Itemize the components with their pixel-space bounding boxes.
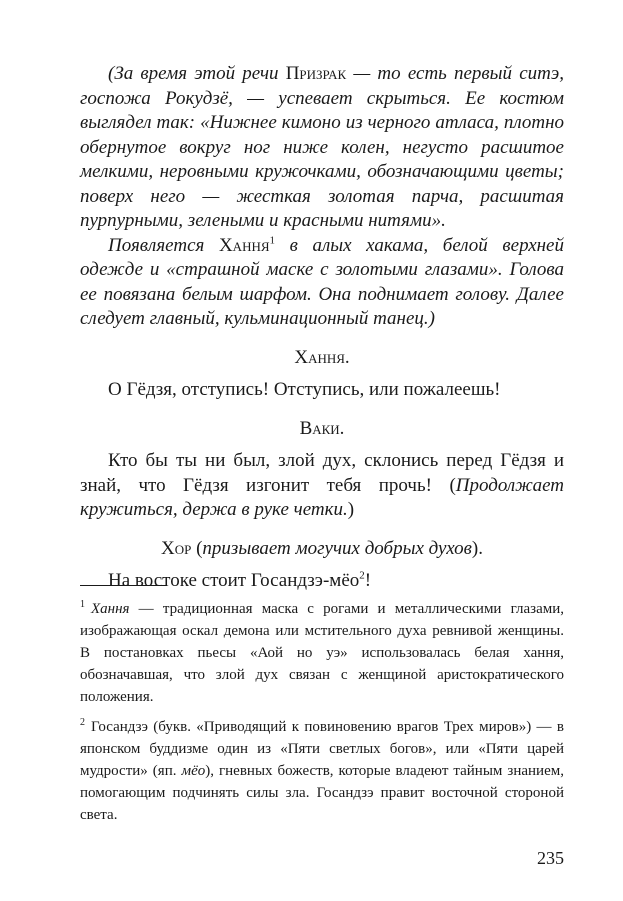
- stage-direction-2-start: Появляется: [108, 234, 219, 256]
- footnote-ref-2: 2: [359, 569, 365, 582]
- stage-direction-waki: Продолжает кружиться, держа в руке четки.: [80, 474, 564, 520]
- footnote-2: [80, 716, 564, 826]
- stage-direction-1-start: (За время этой речи: [108, 63, 286, 84]
- footnote-separator: [80, 585, 166, 586]
- stage-direction-2: [80, 234, 564, 332]
- footnote-text-end: ), гневных божеств, которые владеют тайным знанием, помогающим подчинять силы зла. Госандзэ правит восточной стороной света.: [80, 763, 564, 823]
- page-number: 235: [537, 848, 564, 868]
- speech-hannya: О Гёдзя, отступись! Отступись, или пожалеешь!: [108, 379, 501, 400]
- paren-open: (: [449, 474, 456, 496]
- footnote-text: — традиционная маска с рогами и металлическими глазами, изображающая оскал демона или мстительного духа ревнивой женщины. В постановках пьесы «Аой но уэ» использовалась белая хання, обозначавшая, что злой дух связан с женщиной аристократического положения.: [80, 601, 564, 705]
- main-text: [80, 62, 564, 594]
- footnote-number: 1: [80, 599, 85, 610]
- footnote-term: Хання: [91, 601, 130, 617]
- footnotes: [80, 598, 564, 834]
- character-name-hannya: Хання: [218, 234, 270, 256]
- stage-direction-1: [80, 62, 564, 234]
- speech-chorus-end: !: [364, 570, 372, 591]
- stage-direction-2-rest: в алых хакама, белой верхней одежде и «страшной маске с золотыми глазами». Голова ее повязана белым шарфом. Она поднимает голову. Далее следует главный, кульминационный танец.): [80, 234, 564, 329]
- speaker-chorus-name: Хор: [161, 537, 192, 559]
- footnote-1: [80, 598, 564, 708]
- speech-chorus-text: На востоке стоит Госандзэ-мёо: [108, 570, 360, 591]
- footnote-number: 2: [80, 717, 85, 728]
- paren-open: (: [191, 537, 203, 559]
- character-name-ghost: Призрак: [285, 63, 347, 84]
- footnote-text: Госандзэ (букв. «Приводящий к повиновению врагов Трех миров») — в японском буддизме один из «Пяти светлых богов», или «Пяти царей мудрости» (яп.: [80, 719, 564, 779]
- speaker-waki: Ваки.: [299, 417, 345, 439]
- speech-chorus: [80, 569, 564, 594]
- footnote-ref-1: 1: [269, 234, 276, 247]
- speech-waki-text: Кто бы ты ни был, злой дух, склонись перед Гёдзя и знай, что Гёдзя изгонит тебя прочь!: [80, 450, 564, 496]
- speaker-chorus: [80, 537, 564, 562]
- speaker-hannya: Хання.: [294, 346, 350, 368]
- stage-direction-chorus: призывает могучих добрых духов: [202, 537, 472, 559]
- stage-direction-1-rest: — то есть первый ситэ, госпожа Рокудзё, — успевает скрыться. Ее костюм выглядел так: «Нижнее кимоно из черного атласа, плотно обернутое вокруг ног ниже колен, негусто расшитое мелкими, неровными кружочками, обозначающими цветы; поверх него — жесткая золотая парча, расшитая пурпурными, зелеными и красными нитями».: [80, 63, 564, 231]
- paren-close: ).: [471, 537, 483, 559]
- paren-close: ): [347, 499, 355, 520]
- footnote-term: мёо: [181, 763, 206, 779]
- speech-waki: [80, 449, 564, 523]
